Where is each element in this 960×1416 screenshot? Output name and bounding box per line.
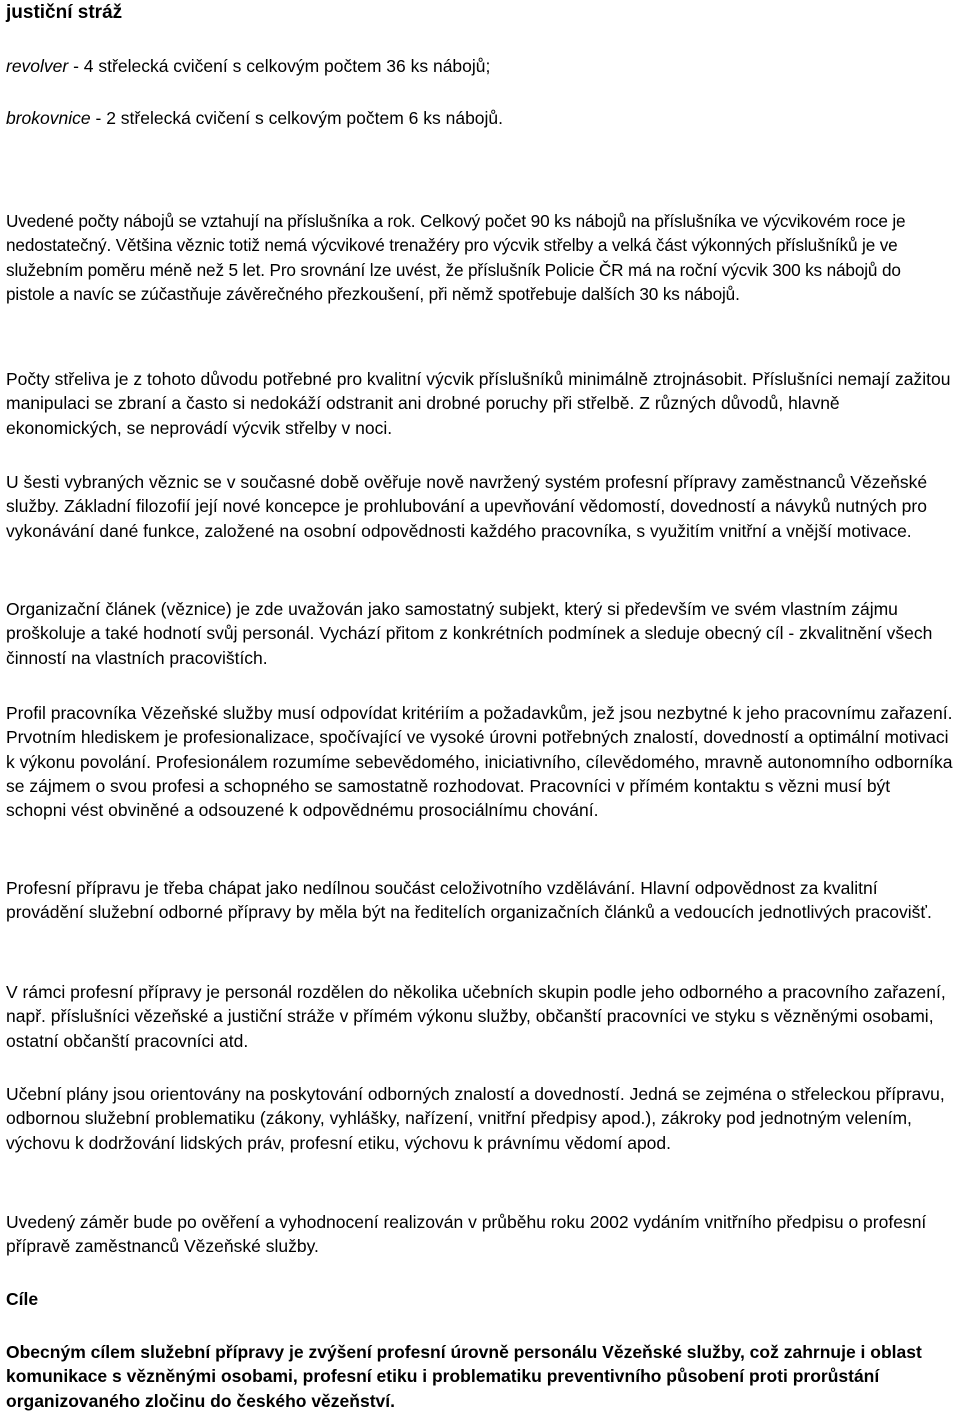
paragraph-employee-profile: Profil pracovníka Vězeňské služby musí odpovídat kritériím a požadavkům, jež jsou nezbytné k jeho pracovnímu zařazení. Prvotním hlediskem je profesionalizace, spočívající ve vysoké úrovni potřebných znalostí, dovedností a optimální motivaci k výkonu povolání. Profesionálem rozumíme sebevědomého, iniciativního, cílevědomého, mravně autonomního odborníka se zájmem o svou profesi a schopného se samostatně rozhodovat. Pracovníci v přímém kontaktu s vězni musí být schopni vést obviněné a odsouzené k odpovědnému prosociálnímu chování. (6, 703, 953, 821)
weapon-item-brokovnice (6, 106, 503, 130)
paragraph-organizational-unit: Organizační článek (věznice) je zde uvažován jako samostatný subjekt, který si především ve svém vlastním zájmu proškoluje a také hodnotí svůj personál. Vychází přitom z konkrétních podmínek a sleduje obecný cíl - zkvalitnění všech činností na vlastních pracovištích. (6, 599, 933, 668)
paragraph-training-system: U šesti vybraných věznic se v současné době ověřuje nově navržený systém profesní přípravy zaměstnanců Vězeňské služby. Základní filozofií její nové koncepce je prohlubování a upevňování vědomostí, dovedností a návyků nutných pro vykonávání dané funkce, založené na osobní odpovědnosti každého pracovníka, s využitím vnitřní a vnější motivace. (6, 472, 928, 541)
goals-heading: Cíle (6, 1289, 39, 1309)
paragraph-training-groups: V rámci profesní přípravy je personál rozdělen do několika učebních skupin podle jeho odborného a pracovního zařazení, např. příslušníci vězeňské a justiční stráže v přímém výkonu služby, občanští pracovníci ve styku s vězněnými osobami, ostatní občanští pracovníci atd. (6, 982, 946, 1051)
weapon-name: revolver (6, 56, 69, 76)
paragraph-ammunition-need: Počty střeliva je z tohoto důvodu potřebné pro kvalitní výcvik příslušníků minimálně ztrojnásobit. Příslušníci nemají zažitou manipulaci se zbraní a často si nedokáží odstranit ani drobné poruchy při střelbě. Z různých důvodů, hlavně ekonomických, se neprovádí výcvik střelby v noci. (6, 369, 951, 438)
paragraph-ammunition: Uvedené počty nábojů se vztahují na příslušníka a rok. Celkový počet 90 ks nábojů na příslušníka ve výcvikovém roce je nedostatečný. Většina věznic totiž nemá výcvikové trenažéry pro výcvik střelby a velká část výkonných příslušníků je ve služebním poměru méně než 5 let. Pro srovnání lze uvést, že příslušník Policie ČR má na roční výcvik 300 ks nábojů do pistole a navíc se zúčastňuje závěrečného přezkoušení, při němž spotřebuje dalších 30 ks nábojů. (6, 211, 906, 304)
weapon-name: brokovnice (6, 108, 91, 128)
paragraph-lifelong-learning: Profesní přípravu je třeba chápat jako nedílnou součást celoživotního vzdělávání. Hlavní odpovědnost za kvalitní provádění služební odborné přípravy by měla být na ředitelích organizačních článků a vedoucích jednotlivých pracovišť. (6, 878, 932, 923)
weapon-detail: - 2 střelecká cvičení s celkovým počtem 6 ks nábojů. (90, 108, 504, 128)
paragraph-curricula: Učební plány jsou orientovány na poskytování odborných znalostí a dovedností. Jedná se zejména o střeleckou přípravu, odbornou služební problematiku (zákony, vyhlášky, nařízení, vnitřní předpisy apod.), zákroky pod jednotným velením, výchovu k dodržování lidských práv, profesní etiku, výchovu k právnímu vědomí apod. (6, 1084, 945, 1153)
section-title: justiční stráž (6, 2, 123, 23)
goals-paragraph: Obecným cílem služební přípravy je zvýšení profesní úrovně personálu Vězeňské služby, což zahrnuje i oblast komunikace s vězněnými osobami, profesní etiku i problematiku preventivního působení proti prorůstání organizovaného zločinu do českého vězeňství. (6, 1342, 922, 1411)
paragraph-plan-2002: Uvedený záměr bude po ověření a vyhodnocení realizován v průběhu roku 2002 vydáním vnitřního předpisu o profesní přípravě zaměstnanců Vězeňské služby. (6, 1212, 927, 1257)
weapon-item-revolver (6, 54, 490, 78)
weapon-detail: - 4 střelecká cvičení s celkovým počtem 36 ks nábojů; (68, 56, 491, 76)
